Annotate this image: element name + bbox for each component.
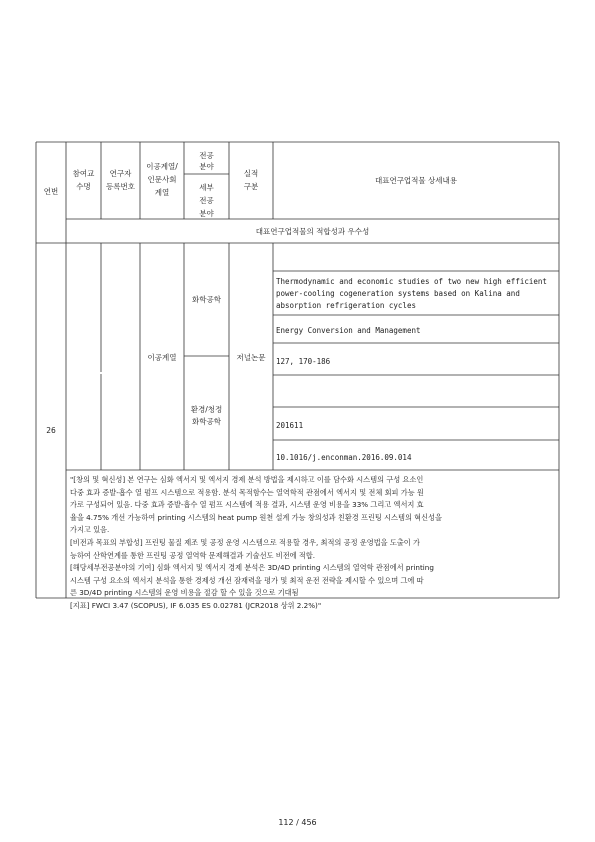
header-participating-1: 참여교 (72, 169, 95, 178)
row-major: 화학공학 (192, 295, 221, 304)
header-achievement-1: 실적 (243, 169, 259, 178)
description-line: [해당세부전공분야의 기여] 심화 엑서지 및 엑서지 경제 분석은 3D/4D printing 시스템의 열역학 관점에서 printing (70, 563, 434, 573)
header-achievement-2: 구분 (243, 182, 259, 191)
header-sub-major-2: 전공 (199, 196, 214, 205)
description-paragraph (70, 474, 552, 613)
detail-title-1: Thermodynamic and economic studies of two new high efficient (276, 277, 547, 286)
row-achievement-type: 저널논문 (236, 353, 266, 362)
description-line: [비전과 목표의 부합성] 프린팅 물질 제조 및 공정 운영 시스템으로 적용할 경우, 최적의 공정 운영법을 도출이 가 (70, 537, 420, 547)
description-line: [지표] FWCI 3.47 (SCOPUS), IF 6.035 ES 0.02781 (JCR2018 상위 2.2%)" (70, 600, 322, 610)
description-line: 시스템 구성 요소의 엑서지 분석을 통한 경제성 개선 잠재력을 평가 및 최적 운전 전략을 제시할 수 있으며 그에 따 (70, 575, 424, 585)
row-no: 26 (46, 426, 56, 435)
header-no: 연번 (43, 187, 59, 196)
detail-doi: 10.1016/j.enconman.2016.09.014 (276, 453, 412, 462)
page-number: 112 / 456 (278, 818, 317, 827)
row-sub-major-1: 환경/청정 (190, 405, 223, 414)
header-field-type-2: 인문사회 (147, 175, 177, 184)
row-sub-major-2: 화학공학 (192, 417, 221, 426)
row-field-type: 이공계열 (147, 353, 177, 362)
detail-title-2: power-cooling cogeneration systems based on Kalina and (276, 289, 520, 298)
description-line: 른 3D/4D printing 시스템의 운영 비용을 절감 할 수 있을 것으로 기대됨 (70, 588, 299, 598)
header-participating-2: 수명 (76, 182, 91, 191)
header-researcher-2: 등록번호 (106, 182, 135, 191)
header-suitability: 대표연구업적물의 적합성과 우수성 (255, 227, 370, 236)
header-major-1: 전공 (199, 151, 214, 160)
description-line: 가지고 있음. (70, 525, 110, 535)
header-field-type-1: 이공계열/ (146, 162, 178, 171)
description-line: 능하여 산학연계를 통한 프린팅 공정 열역학 문제해결과 기술선도 비전에 적합. (70, 550, 316, 560)
detail-title-3: absorption refrigeration cycles (276, 301, 416, 310)
detail-journal: Energy Conversion and Management (276, 326, 421, 335)
header-sub-major-3: 분야 (199, 209, 214, 218)
detail-date: 201611 (276, 421, 304, 430)
header-detail: 대표연구업적물 상세내용 (374, 176, 458, 185)
description-line: "[창의 및 혁신성] 본 연구는 심화 엑서지 및 엑서지 경제 분석 방법을 제시하고 이를 담수화 시스템의 구성 요소인 (70, 475, 424, 484)
detail-pages: 127, 170-186 (276, 357, 331, 366)
description-line: 가로 구성되어 있음. 다중 효과 증발-흡수 열 펌프 시스템에 적용 결과, 시스템 운영 비용을 33% 그리고 엑서지 효 (70, 500, 424, 510)
header-researcher-1: 연구자 (109, 169, 132, 178)
description-line: 율을 4.75% 개선 가능하여 printing 시스템의 heat pump 원천 설계 가능 창의성과 친환경 프린팅 시스템의 혁신성을 (70, 512, 442, 522)
header-field-type-3: 계열 (154, 188, 170, 197)
description-line: 다중 효과 증발-흡수 열 펌프 시스템으로 적용함. 분석 목적함수는 열역학적 관점에서 엑서지 및 전체 회피 가능 원 (70, 487, 424, 497)
header-major-2: 분야 (199, 162, 214, 171)
header-sub-major-1: 세부 (199, 183, 214, 192)
